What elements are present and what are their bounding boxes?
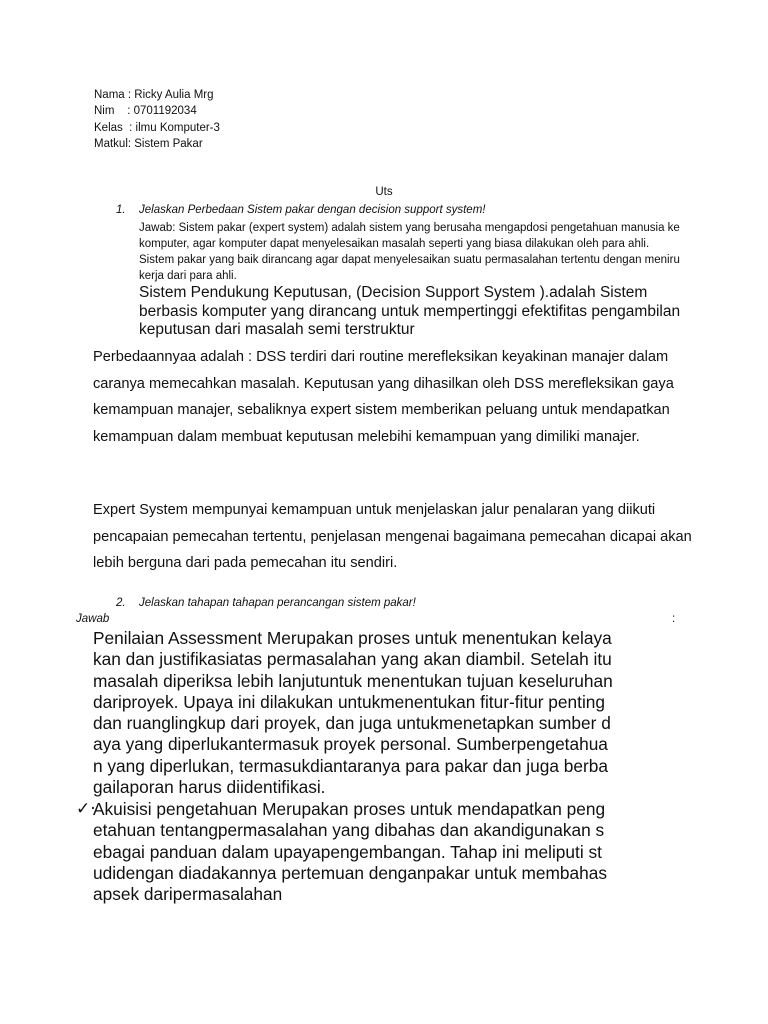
header-kelas: Kelas : ilmu Komputer-3 <box>94 122 220 134</box>
header-nama: Nama : Ricky Aulia Mrg <box>94 89 214 101</box>
question-2-number: 2. <box>116 597 126 609</box>
answer-line: n yang diperlukan, termasukdiantaranya para pakar dan juga berba <box>93 755 608 776</box>
header-nim: Nim : 0701192034 <box>94 105 197 117</box>
answer-line: ebagai panduan dalam upayapengembangan. Tahap ini meliputi st <box>93 841 602 862</box>
answer-line: dariproyek. Upaya ini dilakukan untukmenentukan fitur-fitur penting <box>93 691 606 712</box>
answer-assessment-block <box>93 628 683 798</box>
answer-line: udidengan diadakannya pertemuan denganpakar untuk membahas <box>93 862 608 883</box>
question-1-answer-dss: Sistem Pendukung Keputusan, (Decision Support System ).adalah Sistem berbasis komputer yang dirancang untuk mempertinggi efektifitas pengambilan keputusan dari masalah semi terstruktur <box>139 284 681 339</box>
document-title: Uts <box>375 186 393 198</box>
answer-line: gailaporan harus diidentifikasi. <box>93 777 326 798</box>
paragraph-perbedaan: Perbedaannyaa adalah : DSS terdiri dari routine merefleksikan keyakinan manajer dalam caranya memecahkan masalah. Keputusan yang dihasilkan oleh DSS merefleksikan gaya kemampuan manajer, sebaliknya expert sistem memberikan peluang untuk mendapatkan kemampuan dalam membuat keputusan melebihi kemampuan yang dimiliki manajer. <box>93 349 674 445</box>
jawab-label: Jawab <box>76 613 110 625</box>
answer-line: apsek daripermasalahan <box>93 884 283 905</box>
answer-line: Penilaian Assessment Merupakan proses untuk menentukan kelaya <box>93 628 612 648</box>
paragraph-expert-system: Expert System mempunyai kemampuan untuk menjelaskan jalur penalaran yang diikuti pencapaian pemecahan tertentu, penjelasan mengenai bagaimana pemecahan dicapai akan lebih berguna dari pada pemecahan itu sendiri. <box>93 502 692 572</box>
header-matkul: Matkul: Sistem Pakar <box>94 138 203 150</box>
answer-akuisisi-block <box>93 799 683 905</box>
answer-line: Akuisisi pengetahuan Merupakan proses untuk mendapatkan peng <box>93 799 606 819</box>
question-1-number: 1. <box>116 204 126 216</box>
question-1-text: Jelaskan Perbedaan Sistem pakar dengan decision support system! <box>139 204 486 216</box>
answer-line: etahuan tentangpermasalahan yang dibahas dan akandigunakan s <box>93 820 605 841</box>
answer-line: masalah diperiksa lebih lanjutuntuk menentukan tujuan keseluruhan <box>93 670 613 691</box>
jawab-colon: : <box>672 613 676 625</box>
question-1-answer-expert-system: Jawab: Sistem pakar (expert system) adalah sistem yang berusaha mengapdosi pengetahuan manusia ke komputer, agar komputer dapat menyelesaikan masalah seperti yang biasa dilakukan oleh para ahli. Sistem pakar yang baik dirancang agar dapat menyelesaikan suatu permasalahan tertentu dengan meniru kerja dari para ahli. <box>139 222 680 282</box>
answer-line: kan dan justifikasiatas permasalahan yang akan diambil. Setelah itu <box>93 649 612 670</box>
answer-line: dan ruanglingkup dari proyek, dan juga untukmenetapkan sumber d <box>93 713 611 734</box>
check-mark-icon: ✓· <box>76 799 96 819</box>
question-2-text: Jelaskan tahapan tahapan perancangan sistem pakar! <box>139 597 416 609</box>
answer-line: aya yang diperlukantermasuk proyek personal. Sumberpengetahua <box>93 734 608 755</box>
